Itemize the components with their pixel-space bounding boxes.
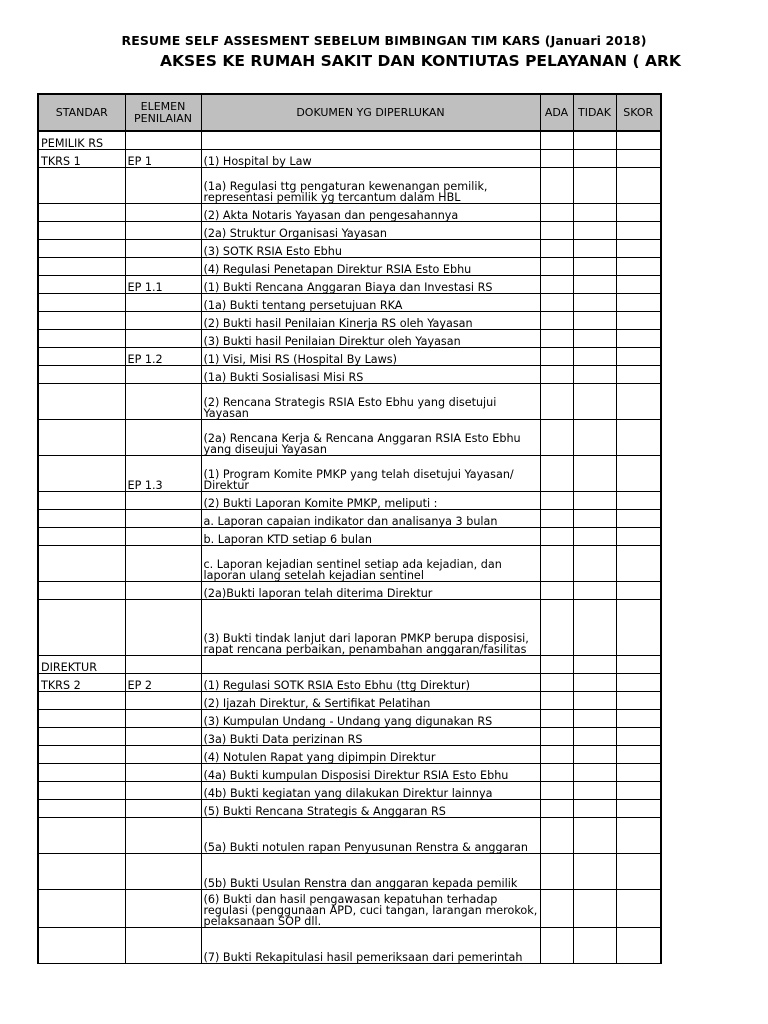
ada-cell [540,727,573,745]
table-row [38,889,661,927]
elemen-cell: EP 1 [125,149,201,167]
header-elemen-penilaian: ELEMEN PENILAIAN [125,94,201,131]
elemen-cell: EP 1.3 [125,455,201,491]
tidak-cell [573,221,616,239]
ada-cell [540,455,573,491]
table-row [38,527,661,545]
dokumen-cell: (2a)Bukti laporan telah diterima Direktur [201,581,540,599]
table-row [38,311,661,329]
skor-cell [616,709,661,727]
tidak-cell [573,527,616,545]
table-row [38,275,661,293]
tidak-cell [573,781,616,799]
standar-cell [38,275,125,293]
dokumen-cell: (2) Akta Notaris Yayasan dan pengesahannya [201,203,540,221]
elemen-cell [125,691,201,709]
tidak-cell [573,889,616,927]
elemen-cell [125,799,201,817]
ada-cell [540,691,573,709]
dokumen-cell: (4a) Bukti kumpulan Disposisi Direktur RSIA Esto Ebhu [201,763,540,781]
table-row [38,455,661,491]
ada-cell [540,131,573,149]
ada-cell [540,365,573,383]
dokumen-cell: (3a) Bukti Data perizinan RS [201,727,540,745]
elemen-cell [125,383,201,419]
elemen-cell [125,817,201,853]
skor-cell [616,383,661,419]
ada-cell [540,167,573,203]
table-row [38,383,661,419]
header-ada: ADA [540,94,573,131]
table-row [38,509,661,527]
standar-cell [38,383,125,419]
skor-cell [616,149,661,167]
table-row [38,817,661,853]
tidak-cell [573,329,616,347]
dokumen-cell: (5b) Bukti Usulan Renstra dan anggaran kepada pemilik [201,853,540,889]
elemen-cell [125,365,201,383]
table-row [38,727,661,745]
elemen-cell [125,655,201,673]
skor-cell [616,365,661,383]
standar-cell [38,927,125,963]
elemen-cell [125,311,201,329]
dokumen-cell: a. Laporan capaian indikator dan analisanya 3 bulan [201,509,540,527]
table-row [38,599,661,655]
table-row [38,781,661,799]
standar-cell [38,203,125,221]
elemen-cell [125,545,201,581]
elemen-cell [125,221,201,239]
skor-cell [616,727,661,745]
standar-cell [38,817,125,853]
dokumen-cell: b. Laporan KTD setiap 6 bulan [201,527,540,545]
skor-cell [616,545,661,581]
standar-cell [38,239,125,257]
ada-cell [540,419,573,455]
standar-cell [38,727,125,745]
dokumen-cell: (1) Regulasi SOTK RSIA Esto Ebhu (ttg Direktur) [201,673,540,691]
tidak-cell [573,545,616,581]
dokumen-cell: (3) Kumpulan Undang - Undang yang digunakan RS [201,709,540,727]
tidak-cell [573,239,616,257]
dokumen-cell: (2a) Rencana Kerja & Rencana Anggaran RSIA Esto Ebhu yang diseujui Yayasan [201,419,540,455]
ada-cell [540,889,573,927]
standar-cell [38,455,125,491]
ada-cell [540,509,573,527]
skor-cell [616,311,661,329]
dokumen-cell: (4b) Bukti kegiatan yang dilakukan Direktur lainnya [201,781,540,799]
dokumen-cell: c. Laporan kejadian sentinel setiap ada kejadian, dan laporan ulang setelah kejadian sentinel [201,545,540,581]
standar-cell [38,599,125,655]
tidak-cell [573,131,616,149]
standar-cell [38,365,125,383]
tidak-cell [573,853,616,889]
ada-cell [540,927,573,963]
tidak-cell [573,167,616,203]
elemen-cell [125,745,201,763]
dokumen-cell: (6) Bukti dan hasil pengawasan kepatuhan terhadap regulasi (penggunaan APD, cuci tangan, larangan merokok, pelaksanaan SOP dll. [201,889,540,927]
skor-cell [616,257,661,275]
ada-cell [540,527,573,545]
standar-cell [38,293,125,311]
header-dokumen: DOKUMEN YG DIPERLUKAN [201,94,540,131]
standar-cell [38,545,125,581]
skor-cell [616,763,661,781]
ada-cell [540,655,573,673]
skor-cell [616,927,661,963]
elemen-cell [125,239,201,257]
table-row [38,799,661,817]
elemen-cell [125,927,201,963]
ada-cell [540,673,573,691]
tidak-cell [573,365,616,383]
ada-cell [540,275,573,293]
ada-cell [540,709,573,727]
standar-cell [38,491,125,509]
elemen-cell [125,491,201,509]
skor-cell [616,799,661,817]
tidak-cell [573,817,616,853]
standar-cell: TKRS 2 [38,673,125,691]
tidak-cell [573,203,616,221]
standar-cell [38,167,125,203]
skor-cell [616,419,661,455]
elemen-cell [125,509,201,527]
tidak-cell [573,799,616,817]
dokumen-cell: (2) Bukti hasil Penilaian Kinerja RS oleh Yayasan [201,311,540,329]
elemen-cell: EP 1.1 [125,275,201,293]
dokumen-cell: (3) Bukti tindak lanjut dari laporan PMKP berupa disposisi, rapat rencana perbaikan, penambahan anggaran/fasilitas [201,599,540,655]
standar-cell [38,221,125,239]
dokumen-cell [201,131,540,149]
table-row [38,763,661,781]
dokumen-cell: (5a) Bukti notulen rapan Penyusunan Renstra & anggaran [201,817,540,853]
elemen-cell [125,131,201,149]
table-row [38,545,661,581]
table-row [38,329,661,347]
tidak-cell [573,509,616,527]
standar-cell [38,527,125,545]
elemen-cell [125,709,201,727]
standar-cell [38,763,125,781]
skor-cell [616,239,661,257]
skor-cell [616,347,661,365]
tidak-cell [573,673,616,691]
ada-cell [540,383,573,419]
tidak-cell [573,655,616,673]
skor-cell [616,527,661,545]
standar-cell: TKRS 1 [38,149,125,167]
skor-cell [616,889,661,927]
dokumen-cell: (4) Regulasi Penetapan Direktur RSIA Esto Ebhu [201,257,540,275]
dokumen-cell: (1) Bukti Rencana Anggaran Biaya dan Investasi RS [201,275,540,293]
skor-cell [616,745,661,763]
tidak-cell [573,383,616,419]
tidak-cell [573,293,616,311]
table-row [38,581,661,599]
skor-cell [616,329,661,347]
standar-cell [38,347,125,365]
skor-cell [616,691,661,709]
ada-cell [540,581,573,599]
ada-cell [540,745,573,763]
skor-cell [616,599,661,655]
skor-cell [616,581,661,599]
tidak-cell [573,691,616,709]
dokumen-cell: (1) Hospital by Law [201,149,540,167]
skor-cell [616,491,661,509]
tidak-cell [573,745,616,763]
table-row [38,167,661,203]
tidak-cell [573,257,616,275]
standar-cell [38,419,125,455]
standar-cell [38,709,125,727]
elemen-cell [125,419,201,455]
ada-cell [540,853,573,889]
standar-cell: DIREKTUR [38,655,125,673]
standar-cell [38,329,125,347]
tidak-cell [573,763,616,781]
standar-cell [38,691,125,709]
elemen-cell: EP 2 [125,673,201,691]
header-row [38,94,661,131]
dokumen-cell: (1a) Bukti Sosialisasi Misi RS [201,365,540,383]
dokumen-cell: (7) Bukti Rekapitulasi hasil pemeriksaan dari pemerintah [201,927,540,963]
standar-cell [38,889,125,927]
standar-cell [38,781,125,799]
skor-cell [616,293,661,311]
skor-cell [616,781,661,799]
skor-cell [616,817,661,853]
table-row [38,419,661,455]
skor-cell [616,221,661,239]
table-row [38,203,661,221]
elemen-cell [125,167,201,203]
tidak-cell [573,311,616,329]
elemen-cell [125,727,201,745]
ada-cell [540,203,573,221]
skor-cell [616,853,661,889]
table-row [38,293,661,311]
ada-cell [540,293,573,311]
dokumen-cell: (1) Visi, Misi RS (Hospital By Laws) [201,347,540,365]
elemen-cell [125,853,201,889]
standar-cell: PEMILIK RS [38,131,125,149]
elemen-cell [125,203,201,221]
table-row [38,709,661,727]
elemen-cell [125,293,201,311]
skor-cell [616,655,661,673]
tidak-cell [573,149,616,167]
dokumen-cell: (5) Bukti Rencana Strategis & Anggaran RS [201,799,540,817]
standar-cell [38,745,125,763]
tidak-cell [573,709,616,727]
elemen-cell [125,329,201,347]
dokumen-cell: (1a) Bukti tentang persetujuan RKA [201,293,540,311]
skor-cell [616,275,661,293]
table-row [38,239,661,257]
ada-cell [540,799,573,817]
dokumen-cell: (3) SOTK RSIA Esto Ebhu [201,239,540,257]
assessment-table [37,93,662,964]
tidak-cell [573,927,616,963]
dokumen-cell: (2) Rencana Strategis RSIA Esto Ebhu yang disetujui Yayasan [201,383,540,419]
tidak-cell [573,581,616,599]
dokumen-cell: (1a) Regulasi ttg pengaturan kewenangan pemilik, representasi pemilik yg tercantum dalam HBL [201,167,540,203]
standar-cell [38,799,125,817]
dokumen-cell: (3) Bukti hasil Penilaian Direktur oleh Yayasan [201,329,540,347]
table-row [38,257,661,275]
table-row [38,491,661,509]
table-row [38,927,661,963]
table-row [38,365,661,383]
ada-cell [540,329,573,347]
dokumen-cell: (2) Ijazah Direktur, & Sertifikat Pelatihan [201,691,540,709]
dokumen-cell [201,655,540,673]
table-row [38,221,661,239]
header-skor: SKOR [616,94,661,131]
ada-cell [540,781,573,799]
dokumen-cell: (4) Notulen Rapat yang dipimpin Direktur [201,745,540,763]
document-title: AKSES KE RUMAH SAKIT DAN KONTIUTAS PELAYANAN ( ARK [160,52,681,70]
ada-cell [540,763,573,781]
standar-cell [38,311,125,329]
elemen-cell [125,581,201,599]
elemen-cell: EP 1.2 [125,347,201,365]
skor-cell [616,509,661,527]
table-row [38,691,661,709]
standar-cell [38,509,125,527]
tidak-cell [573,491,616,509]
dokumen-cell: (2a) Struktur Organisasi Yayasan [201,221,540,239]
ada-cell [540,599,573,655]
table-row [38,745,661,763]
table-row [38,149,661,167]
skor-cell [616,673,661,691]
tidak-cell [573,419,616,455]
table-row [38,347,661,365]
ada-cell [540,491,573,509]
standar-cell [38,257,125,275]
header-tidak: TIDAK [573,94,616,131]
ada-cell [540,239,573,257]
elemen-cell [125,599,201,655]
tidak-cell [573,347,616,365]
dokumen-cell: (1) Program Komite PMKP yang telah disetujui Yayasan/ Direktur [201,455,540,491]
ada-cell [540,311,573,329]
elemen-cell [125,781,201,799]
standar-cell [38,581,125,599]
document-subtitle: RESUME SELF ASSESMENT SEBELUM BIMBINGAN TIM KARS (Januari 2018) [121,33,647,48]
skor-cell [616,455,661,491]
elemen-cell [125,257,201,275]
ada-cell [540,221,573,239]
elemen-cell [125,527,201,545]
tidak-cell [573,455,616,491]
ada-cell [540,347,573,365]
elemen-cell [125,889,201,927]
tidak-cell [573,275,616,293]
standar-cell [38,853,125,889]
table-row [38,655,661,673]
ada-cell [540,149,573,167]
header-standar: STANDAR [38,94,125,131]
skor-cell [616,203,661,221]
dokumen-cell: (2) Bukti Laporan Komite PMKP, meliputi : [201,491,540,509]
ada-cell [540,545,573,581]
table-row [38,853,661,889]
table-row [38,131,661,149]
ada-cell [540,257,573,275]
tidak-cell [573,727,616,745]
ada-cell [540,817,573,853]
skor-cell [616,167,661,203]
tidak-cell [573,599,616,655]
elemen-cell [125,763,201,781]
skor-cell [616,131,661,149]
table-row [38,673,661,691]
